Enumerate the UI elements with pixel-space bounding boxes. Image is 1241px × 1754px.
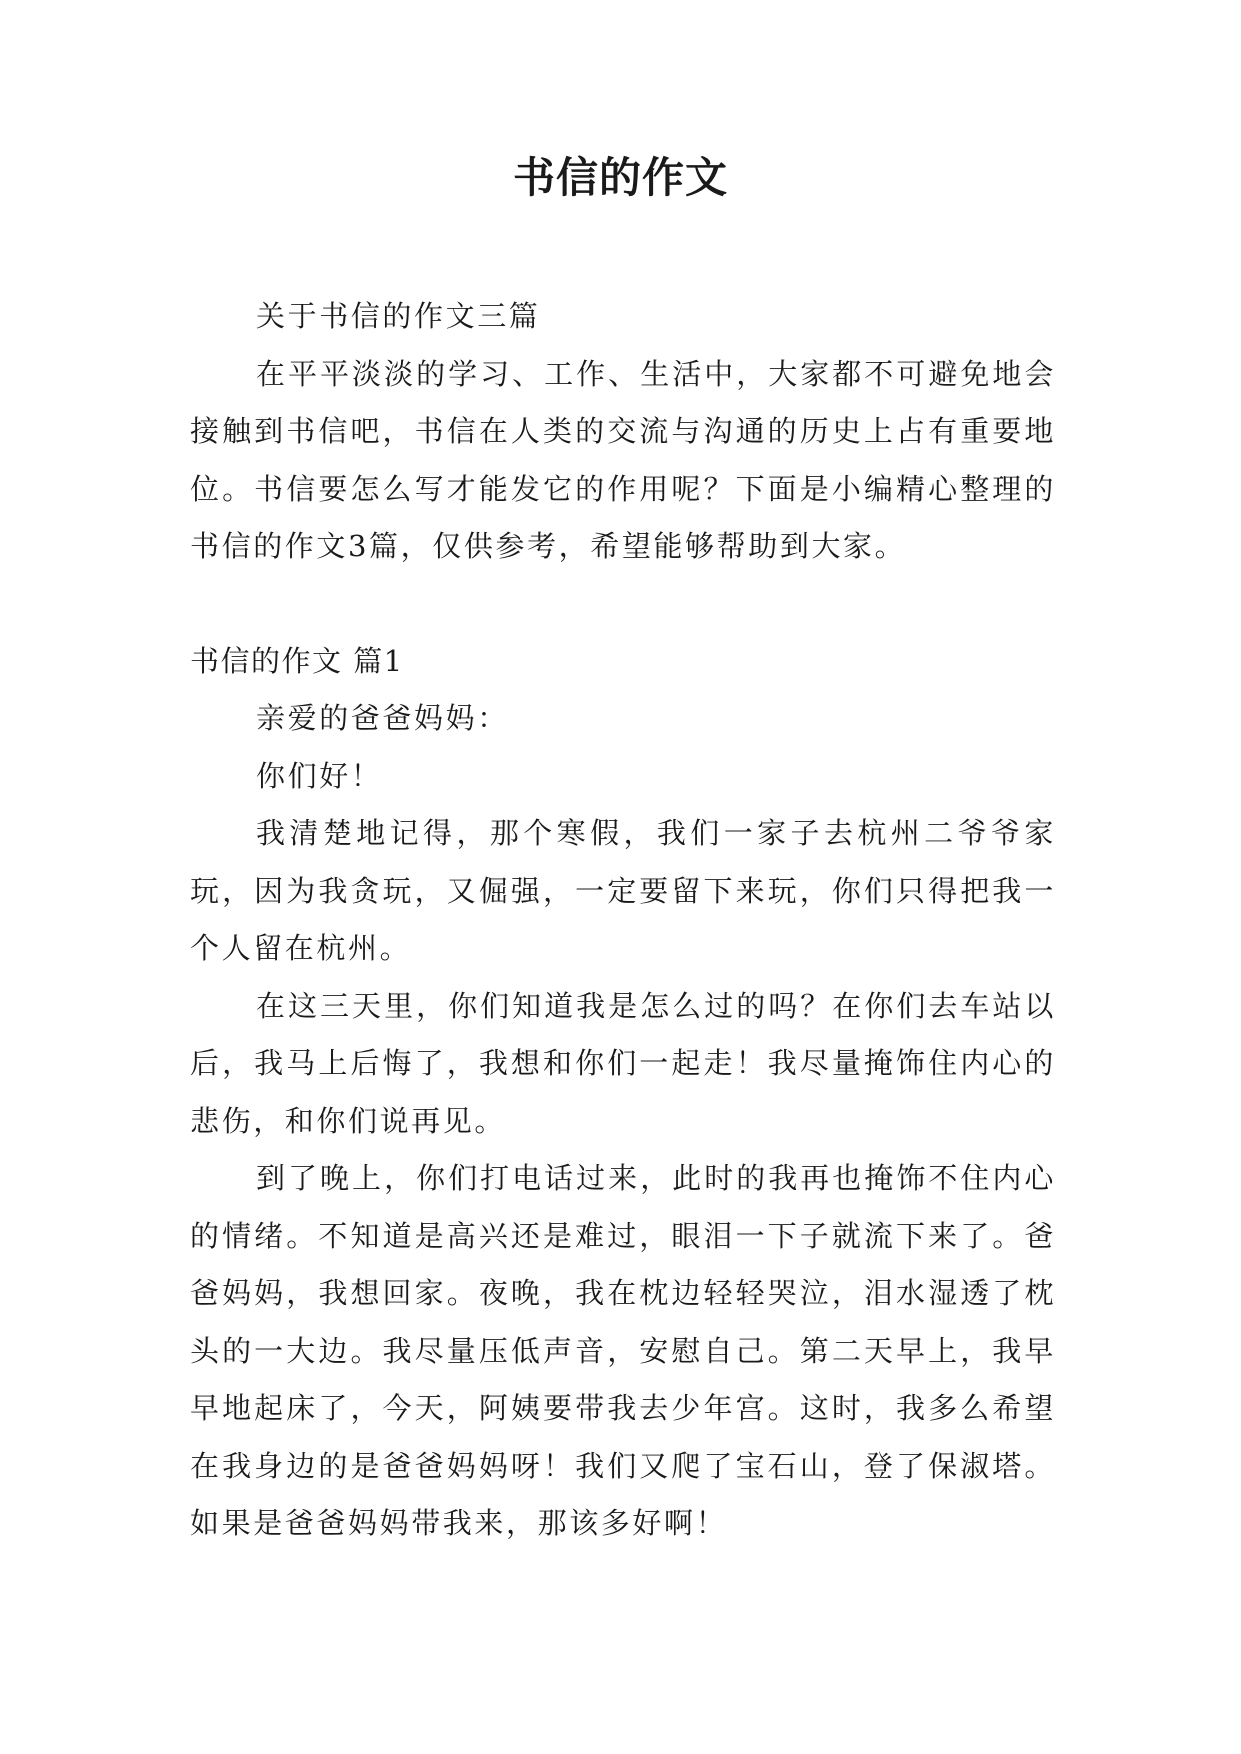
intro-paragraph: 在平平淡淡的学习、工作、生活中，大家都不可避免地会接触到书信吧，书信在人类的交流与沟通的历史上占有重要地位。书信要怎么写才能发它的作用呢？下面是小编精心整理的书信的作文3篇，仅供参考，希望能够帮助到大家。	[190, 356, 1056, 563]
section-spacer	[190, 576, 1056, 633]
letter-hello: 你们好！	[256, 758, 383, 793]
letter-greeting: 亲爱的爸爸妈妈：	[256, 701, 509, 735]
letter-paragraph-1: 我清楚地记得，那个寒假，我们一家子去杭州二爷爷家玩，因为我贪玩，又倔强，一定要留下来玩，你们只得把我一个人留在杭州。	[190, 816, 1056, 965]
letter-paragraph-3: 到了晚上，你们打电话过来，此时的我再也掩饰不住内心的情绪。不知道是高兴还是难过，眼泪一下子就流下来了。爸爸妈妈，我想回家。夜晚，我在枕边轻轻哭泣，泪水湿透了枕头的一大边。我尽量压低声音，安慰自己。第二天早上，我早早地起床了，今天，阿姨要带我去少年宫。这时，我多么希望在我身边的是爸爸妈妈呀！我们又爬了宝石山，登了保淑塔。如果是爸爸妈妈带我来，那该多好啊！	[190, 1161, 1056, 1540]
document-title: 书信的作文	[512, 153, 728, 202]
document-subtitle: 关于书信的作文三篇	[256, 299, 541, 333]
document-body	[190, 288, 1056, 1553]
letter-paragraph-2: 在这三天里，你们知道我是怎么过的吗？在你们去车站以后，我马上后悔了，我想和你们一起走！我尽量掩饰住内心的悲伤，和你们说再见。	[190, 988, 1056, 1138]
section-heading: 书信的作文 篇1	[190, 643, 404, 678]
